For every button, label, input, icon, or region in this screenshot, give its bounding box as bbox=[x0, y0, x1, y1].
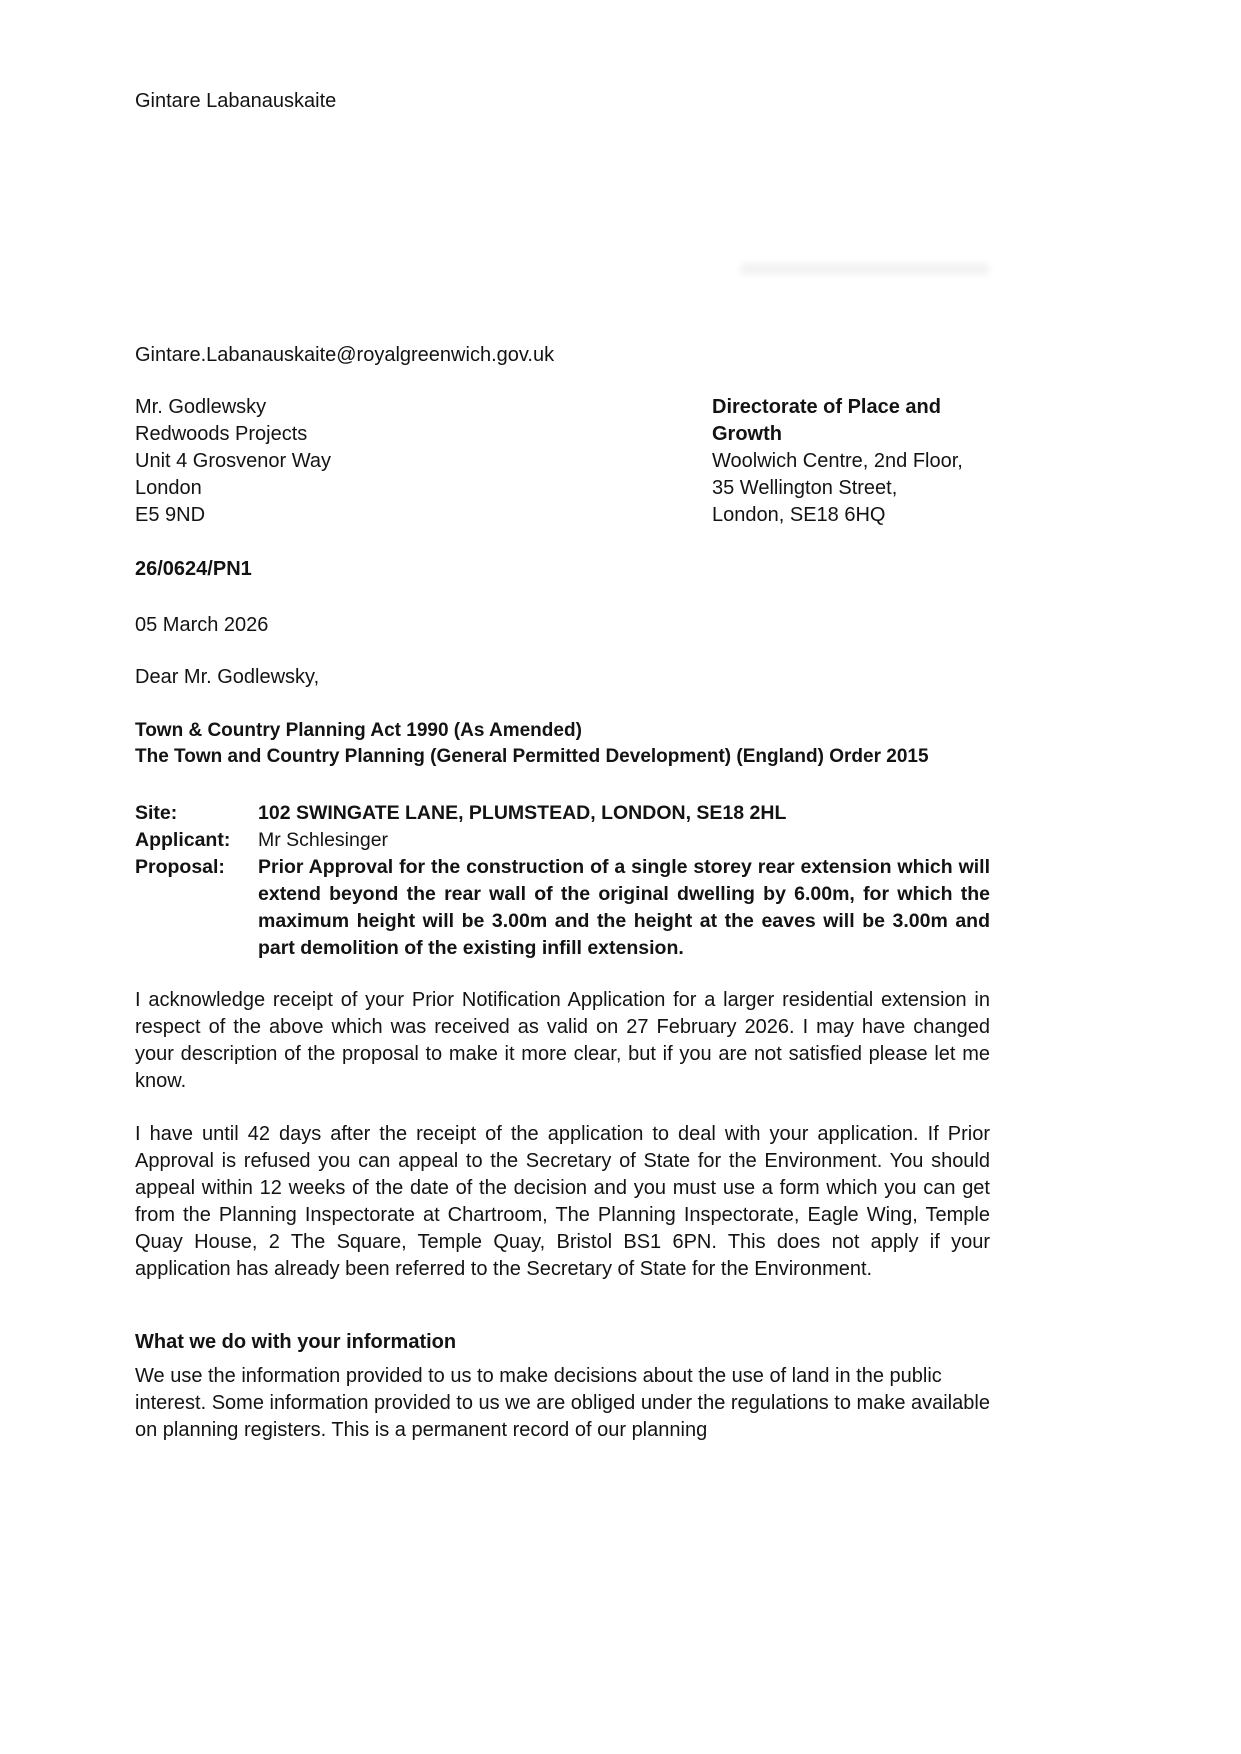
proposal-label: Proposal: bbox=[135, 856, 225, 878]
legislation-line: The Town and Country Planning (General Permitted Development) (England) Order 2015 bbox=[135, 746, 929, 767]
info-section-paragraph: We use the information provided to us to make decisions about the use of land in the public interest. Some information provided to us we are obliged under the regulations to make available on planning registers. This is a permanent record of our planning bbox=[135, 1365, 990, 1441]
recipient-line: Mr. Godlewsky bbox=[135, 396, 267, 418]
recipient-line: London bbox=[135, 477, 202, 499]
department-address-line: Woolwich Centre, 2nd Floor, bbox=[712, 450, 963, 472]
legislation-line: Town & Country Planning Act 1990 (As Amended) bbox=[135, 720, 582, 741]
site-row bbox=[135, 800, 990, 827]
recipient-line: Unit 4 Grosvenor Way bbox=[135, 450, 331, 472]
salutation: Dear Mr. Godlewsky, bbox=[135, 666, 320, 688]
address-row bbox=[135, 394, 990, 529]
applicant-row bbox=[135, 827, 990, 854]
legislation-block bbox=[135, 718, 990, 770]
site-label: Site: bbox=[135, 802, 178, 824]
body-paragraph: I have until 42 days after the receipt of the application to deal with your application. If Prior Approval is refused you can appeal to the Secretary of State for the Environment. You should appeal within 12 weeks of the date of the decision and you must use a form which you can get from the Planning Inspectorate at Chartroom, The Planning Inspectorate, Eagle Wing, Temple Quay House, 2 The Square, Temple Quay, Bristol BS1 6PN. This does not apply if your application has already been referred to the Secretary of State for the Environment. bbox=[135, 1123, 990, 1280]
department-address-block bbox=[712, 394, 990, 529]
proposal-value: Prior Approval for the construction of a single storey rear extension which will extend beyond the rear wall of the original dwelling by 6.00m, for which the maximum height will be 3.00m and the height at the eaves will be 3.00m and part demolition of the existing infill extension. bbox=[258, 856, 990, 959]
sender-name: Gintare Labanauskaite bbox=[135, 90, 337, 112]
body-paragraph: I acknowledge receipt of your Prior Notification Application for a larger residential extension in respect of the above which was received as valid on 27 February 2026. I may have changed your description of the proposal to make it more clear, but if you are not satisfied please let me know. bbox=[135, 989, 990, 1092]
letter-date: 05 March 2026 bbox=[135, 614, 269, 636]
application-reference: 26/0624/PN1 bbox=[135, 558, 252, 580]
info-section-heading: What we do with your information bbox=[135, 1331, 457, 1353]
applicant-value: Mr Schlesinger bbox=[258, 829, 389, 851]
site-value: 102 SWINGATE LANE, PLUMSTEAD, LONDON, SE18 2HL bbox=[258, 802, 787, 824]
recipient-line: E5 9ND bbox=[135, 504, 206, 526]
department-address-line: London, SE18 6HQ bbox=[712, 504, 886, 526]
sender-email: Gintare.Labanauskaite@royalgreenwich.gov.uk bbox=[135, 344, 555, 366]
application-details bbox=[135, 800, 990, 962]
department-title: Directorate of Place and Growth bbox=[712, 396, 941, 445]
applicant-label: Applicant: bbox=[135, 829, 231, 851]
faded-redaction-mark bbox=[740, 263, 990, 275]
recipient-address-block bbox=[135, 394, 435, 529]
department-address-line: 35 Wellington Street, bbox=[712, 477, 898, 499]
recipient-line: Redwoods Projects bbox=[135, 423, 308, 445]
proposal-row bbox=[135, 854, 990, 962]
